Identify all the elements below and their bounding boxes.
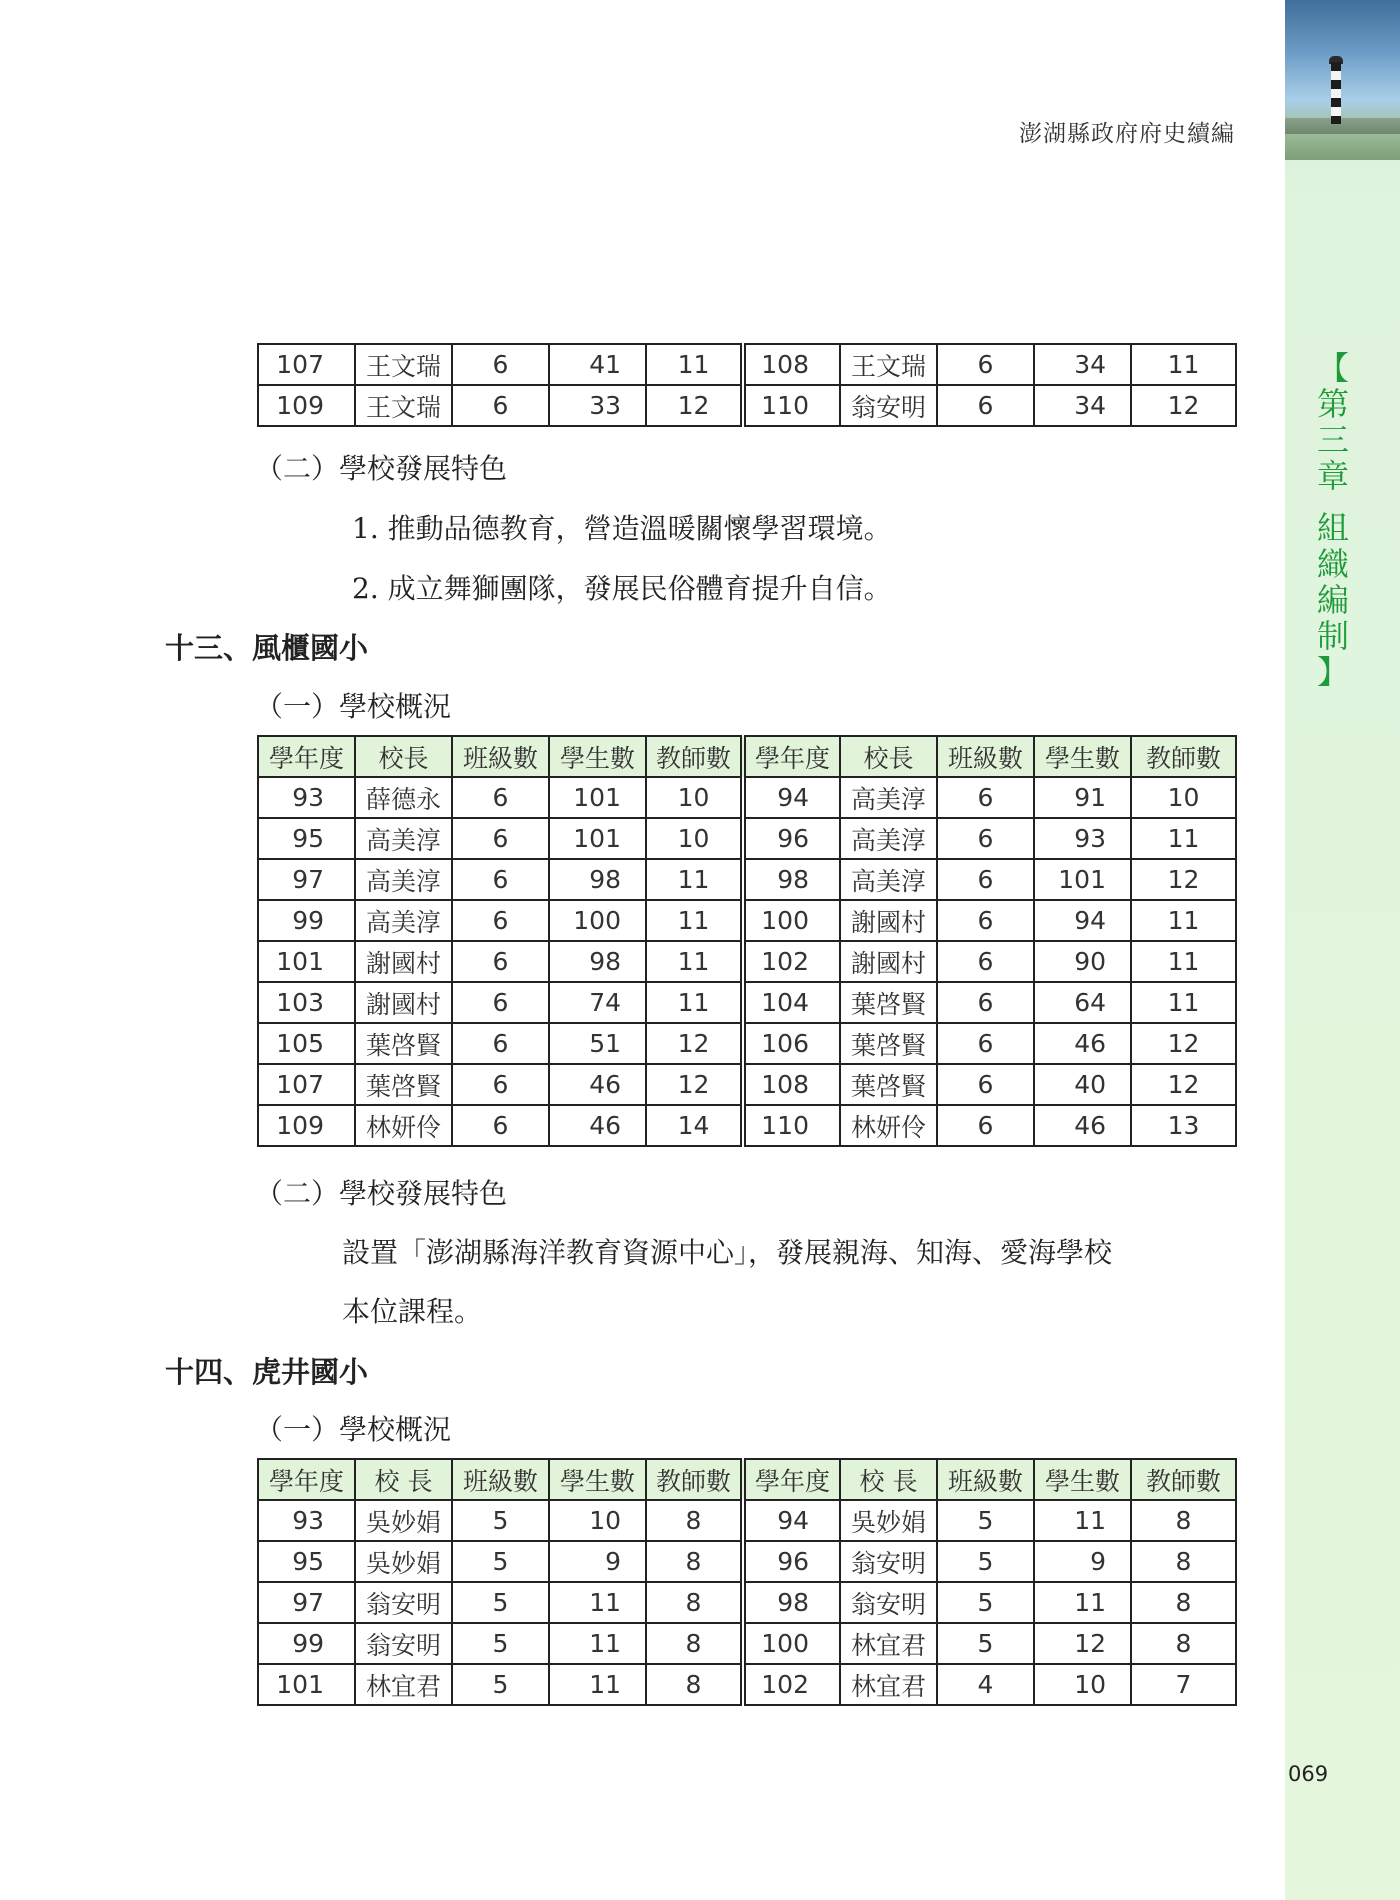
table-cell: 93 xyxy=(258,1500,355,1541)
table-row xyxy=(258,859,1236,900)
table-cell: 高美淳 xyxy=(840,777,937,818)
table-cell: 99 xyxy=(258,1623,355,1664)
column-header: 學生數 xyxy=(1034,1459,1131,1500)
column-header: 教師數 xyxy=(646,736,743,777)
table-cell: 林宜君 xyxy=(355,1664,452,1705)
table-cell: 6 xyxy=(452,900,549,941)
table-cell: 吳妙娟 xyxy=(355,1500,452,1541)
table-cell: 10 xyxy=(646,818,743,859)
table-cell: 11 xyxy=(646,941,743,982)
table-cell: 93 xyxy=(258,777,355,818)
table-cell: 6 xyxy=(452,1023,549,1064)
table-row xyxy=(258,1541,1236,1582)
column-header: 學年度 xyxy=(743,736,840,777)
table-cell: 108 xyxy=(743,344,840,385)
column-header: 班級數 xyxy=(452,736,549,777)
table-cell: 104 xyxy=(743,982,840,1023)
table-cell: 6 xyxy=(452,777,549,818)
table-cell: 6 xyxy=(452,982,549,1023)
table-cell: 5 xyxy=(452,1500,549,1541)
hujing-school-table xyxy=(257,1458,1237,1706)
column-header: 學年度 xyxy=(743,1459,840,1500)
table-cell: 8 xyxy=(1131,1541,1236,1582)
table-cell: 6 xyxy=(937,1023,1034,1064)
table-cell: 8 xyxy=(1131,1582,1236,1623)
table-cell: 110 xyxy=(743,1105,840,1146)
table-cell: 6 xyxy=(452,818,549,859)
table-cell: 6 xyxy=(452,385,549,426)
table-row xyxy=(258,1664,1236,1705)
overview-heading-fenggui: （一）學校概況 xyxy=(255,690,452,723)
table-cell: 吳妙娟 xyxy=(355,1541,452,1582)
table-cell: 97 xyxy=(258,859,355,900)
table-cell: 46 xyxy=(549,1064,646,1105)
section-title-hujing: 十四、虎井國小 xyxy=(165,1355,369,1389)
fenggui-school-table xyxy=(257,735,1237,1147)
column-header: 班級數 xyxy=(452,1459,549,1500)
table-cell: 6 xyxy=(937,900,1034,941)
table-cell: 46 xyxy=(1034,1023,1131,1064)
table-cell: 98 xyxy=(549,859,646,900)
table-cell: 101 xyxy=(1034,859,1131,900)
column-header: 校 長 xyxy=(840,1459,937,1500)
table-cell: 6 xyxy=(937,1105,1034,1146)
table-cell: 6 xyxy=(937,344,1034,385)
table-cell: 12 xyxy=(1131,385,1236,426)
table-cell: 12 xyxy=(646,1064,743,1105)
column-header: 學年度 xyxy=(258,736,355,777)
column-header: 班級數 xyxy=(937,736,1034,777)
table-cell: 謝國村 xyxy=(355,982,452,1023)
column-header: 學生數 xyxy=(1034,736,1131,777)
side-band xyxy=(1285,0,1400,1900)
table-cell: 96 xyxy=(743,818,840,859)
table-cell: 王文瑞 xyxy=(355,385,452,426)
table-cell: 11 xyxy=(646,344,743,385)
table-row xyxy=(258,1582,1236,1623)
table-cell: 51 xyxy=(549,1023,646,1064)
column-header: 班級數 xyxy=(937,1459,1034,1500)
table-cell: 6 xyxy=(452,1064,549,1105)
table-cell: 6 xyxy=(452,859,549,900)
table-cell: 11 xyxy=(646,982,743,1023)
table-row xyxy=(258,941,1236,982)
table-cell: 林宜君 xyxy=(840,1623,937,1664)
table-cell: 96 xyxy=(743,1541,840,1582)
table-cell: 5 xyxy=(937,1541,1034,1582)
column-header: 學生數 xyxy=(549,736,646,777)
coast-shape xyxy=(1285,118,1400,134)
table-row xyxy=(258,1105,1236,1146)
table-cell: 5 xyxy=(452,1664,549,1705)
table-cell: 94 xyxy=(743,1500,840,1541)
table-row xyxy=(258,344,1236,385)
table-cell: 11 xyxy=(1131,941,1236,982)
column-header: 學年度 xyxy=(258,1459,355,1500)
table-cell: 95 xyxy=(258,818,355,859)
table-cell: 5 xyxy=(937,1623,1034,1664)
table-cell: 6 xyxy=(937,385,1034,426)
table-cell: 8 xyxy=(646,1500,743,1541)
table-cell: 謝國村 xyxy=(840,900,937,941)
table-cell: 97 xyxy=(258,1582,355,1623)
feature-item-2: 2. 成立舞獅團隊，發展民俗體育提升自信。 xyxy=(352,572,892,605)
table-cell: 8 xyxy=(646,1623,743,1664)
table-cell: 34 xyxy=(1034,344,1131,385)
table-row xyxy=(258,818,1236,859)
table-cell: 葉啓賢 xyxy=(355,1064,452,1105)
table-cell: 11 xyxy=(1131,982,1236,1023)
table-cell: 12 xyxy=(1131,1023,1236,1064)
table-cell: 翁安明 xyxy=(840,1541,937,1582)
table-cell: 6 xyxy=(452,344,549,385)
table-cell: 高美淳 xyxy=(355,818,452,859)
table-cell: 葉啓賢 xyxy=(355,1023,452,1064)
column-header: 教師數 xyxy=(1131,736,1236,777)
table-cell: 91 xyxy=(1034,777,1131,818)
column-header: 學生數 xyxy=(549,1459,646,1500)
table-cell: 101 xyxy=(258,1664,355,1705)
table-row xyxy=(258,1623,1236,1664)
table-cell: 11 xyxy=(1131,818,1236,859)
table-cell: 41 xyxy=(549,344,646,385)
table-cell: 高美淳 xyxy=(355,900,452,941)
table-cell: 8 xyxy=(646,1541,743,1582)
table-cell: 94 xyxy=(743,777,840,818)
table-cell: 11 xyxy=(646,859,743,900)
table-cell: 林妍伶 xyxy=(840,1105,937,1146)
table-cell: 林妍伶 xyxy=(355,1105,452,1146)
table-cell: 103 xyxy=(258,982,355,1023)
table-row xyxy=(258,1500,1236,1541)
table-cell: 64 xyxy=(1034,982,1131,1023)
staff-table-continued xyxy=(257,343,1237,427)
table-cell: 翁安明 xyxy=(840,1582,937,1623)
table-cell: 高美淳 xyxy=(840,859,937,900)
table-header-row xyxy=(258,736,1236,777)
features-heading-fenggui: （二）學校發展特色 xyxy=(255,1177,508,1210)
table-cell: 高美淳 xyxy=(355,859,452,900)
table-cell: 100 xyxy=(743,1623,840,1664)
table-cell: 33 xyxy=(549,385,646,426)
table-cell: 翁安明 xyxy=(840,385,937,426)
table-cell: 110 xyxy=(743,385,840,426)
table-cell: 12 xyxy=(1034,1623,1131,1664)
table-cell: 90 xyxy=(1034,941,1131,982)
table-cell: 46 xyxy=(549,1105,646,1146)
table-header-row xyxy=(258,1459,1236,1500)
column-header: 校長 xyxy=(355,736,452,777)
table-cell: 11 xyxy=(646,900,743,941)
table-cell: 薛德永 xyxy=(355,777,452,818)
table-cell: 10 xyxy=(646,777,743,818)
table-cell: 6 xyxy=(937,777,1034,818)
table-cell: 王文瑞 xyxy=(840,344,937,385)
table-cell: 93 xyxy=(1034,818,1131,859)
table-cell: 11 xyxy=(1034,1500,1131,1541)
table-cell: 101 xyxy=(549,818,646,859)
table-cell: 100 xyxy=(743,900,840,941)
table-cell: 108 xyxy=(743,1064,840,1105)
features-text-line2: 本位課程。 xyxy=(342,1295,483,1328)
table-cell: 107 xyxy=(258,1064,355,1105)
table-cell: 王文瑞 xyxy=(355,344,452,385)
column-header: 教師數 xyxy=(1131,1459,1236,1500)
table-cell: 6 xyxy=(452,941,549,982)
table-cell: 11 xyxy=(1131,900,1236,941)
lighthouse-icon xyxy=(1331,62,1341,124)
table-row xyxy=(258,1064,1236,1105)
table-cell: 10 xyxy=(549,1500,646,1541)
table-cell: 高美淳 xyxy=(840,818,937,859)
feature-item-1: 1. 推動品德教育，營造溫暖關懷學習環境。 xyxy=(352,512,892,545)
table-cell: 6 xyxy=(452,1105,549,1146)
table-cell: 101 xyxy=(258,941,355,982)
table-cell: 102 xyxy=(743,941,840,982)
table-cell: 8 xyxy=(1131,1623,1236,1664)
table-row xyxy=(258,982,1236,1023)
table-cell: 102 xyxy=(743,1664,840,1705)
table-cell: 11 xyxy=(1034,1582,1131,1623)
table-cell: 9 xyxy=(1034,1541,1131,1582)
table-cell: 101 xyxy=(549,777,646,818)
table-cell: 98 xyxy=(743,859,840,900)
table-cell: 8 xyxy=(646,1582,743,1623)
table-cell: 6 xyxy=(937,941,1034,982)
table-row xyxy=(258,385,1236,426)
table-cell: 14 xyxy=(646,1105,743,1146)
table-cell: 12 xyxy=(1131,1064,1236,1105)
table-cell: 翁安明 xyxy=(355,1623,452,1664)
table-cell: 5 xyxy=(452,1623,549,1664)
table-cell: 6 xyxy=(937,1064,1034,1105)
column-header: 校 長 xyxy=(355,1459,452,1500)
table-cell: 40 xyxy=(1034,1064,1131,1105)
features-text-line1: 設置「澎湖縣海洋教育資源中心」，發展親海、知海、愛海學校 xyxy=(342,1236,1113,1269)
table-cell: 12 xyxy=(646,1023,743,1064)
lighthouse-photo xyxy=(1285,0,1400,160)
table-cell: 5 xyxy=(452,1541,549,1582)
table-cell: 6 xyxy=(937,982,1034,1023)
table-cell: 98 xyxy=(743,1582,840,1623)
table-cell: 34 xyxy=(1034,385,1131,426)
table-cell: 109 xyxy=(258,385,355,426)
table-cell: 74 xyxy=(549,982,646,1023)
features-heading: （二）學校發展特色 xyxy=(255,452,508,485)
table-cell: 10 xyxy=(1131,777,1236,818)
table-cell: 11 xyxy=(549,1582,646,1623)
table-cell: 98 xyxy=(549,941,646,982)
table-cell: 12 xyxy=(646,385,743,426)
table-cell: 林宜君 xyxy=(840,1664,937,1705)
table-cell: 6 xyxy=(937,818,1034,859)
table-cell: 4 xyxy=(937,1664,1034,1705)
table-cell: 106 xyxy=(743,1023,840,1064)
table-row xyxy=(258,1023,1236,1064)
table-cell: 109 xyxy=(258,1105,355,1146)
table-cell: 5 xyxy=(937,1500,1034,1541)
table-cell: 7 xyxy=(1131,1664,1236,1705)
table-cell: 8 xyxy=(646,1664,743,1705)
table-cell: 6 xyxy=(937,859,1034,900)
table-cell: 11 xyxy=(549,1623,646,1664)
table-row xyxy=(258,900,1236,941)
table-cell: 謝國村 xyxy=(355,941,452,982)
column-header: 校長 xyxy=(840,736,937,777)
chapter-label: 【 第 三 章 組 織 編 制 】 xyxy=(1316,349,1349,691)
column-header: 教師數 xyxy=(646,1459,743,1500)
table-cell: 11 xyxy=(549,1664,646,1705)
table-cell: 107 xyxy=(258,344,355,385)
page-number: 069 xyxy=(1288,1762,1329,1786)
table-cell: 95 xyxy=(258,1541,355,1582)
table-cell: 葉啓賢 xyxy=(840,1023,937,1064)
overview-heading-hujing: （一）學校概況 xyxy=(255,1413,452,1446)
table-cell: 5 xyxy=(452,1582,549,1623)
table-cell: 13 xyxy=(1131,1105,1236,1146)
table-cell: 46 xyxy=(1034,1105,1131,1146)
table-cell: 翁安明 xyxy=(355,1582,452,1623)
table-cell: 99 xyxy=(258,900,355,941)
table-cell: 94 xyxy=(1034,900,1131,941)
table-cell: 105 xyxy=(258,1023,355,1064)
table-cell: 9 xyxy=(549,1541,646,1582)
table-cell: 吳妙娟 xyxy=(840,1500,937,1541)
table-cell: 葉啓賢 xyxy=(840,982,937,1023)
section-title-fenggui: 十三、風櫃國小 xyxy=(165,631,369,665)
table-row xyxy=(258,777,1236,818)
table-cell: 葉啓賢 xyxy=(840,1064,937,1105)
table-cell: 8 xyxy=(1131,1500,1236,1541)
table-cell: 12 xyxy=(1131,859,1236,900)
table-cell: 100 xyxy=(549,900,646,941)
table-cell: 謝國村 xyxy=(840,941,937,982)
table-cell: 11 xyxy=(1131,344,1236,385)
table-cell: 10 xyxy=(1034,1664,1131,1705)
table-cell: 5 xyxy=(937,1582,1034,1623)
header-title: 澎湖縣政府府史續編 xyxy=(1019,121,1235,147)
